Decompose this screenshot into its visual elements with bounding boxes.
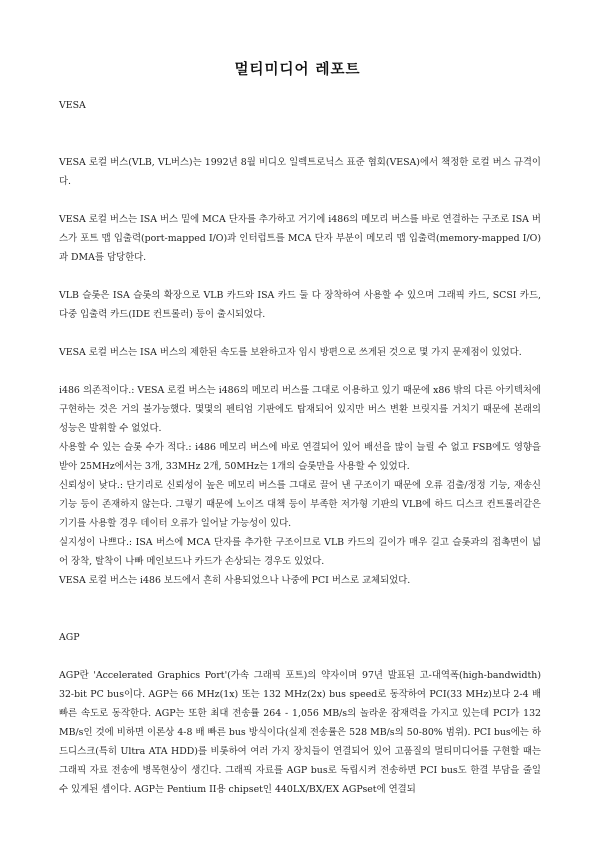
- vesa-issue-2: 사용할 수 있는 슬롯 수가 적다.: i486 메모리 버스에 바로 연결되어 있어 배선을 많이 늘릴 수 없고 FSB에도 영향을 받아 25MHz에서는 3개, 33MHz 2개, 50MHz는 1개의 슬롯만을 사용할 수 있었다.: [59, 442, 541, 472]
- vesa-issue-4: 실지성이 나쁘다.: ISA 버스에 MCA 단자를 추가한 구조이므로 VLB 카드의 길이가 매우 길고 슬롯과의 접촉면이 넓어 장착, 탈착이 나빠 메인보드나 카드가 손상되는 경우도 있었다.: [59, 537, 541, 567]
- vesa-paragraph-2: VESA 로컬 버스는 ISA 버스 밑에 MCA 단자를 추가하고 거기에 i486의 메모리 버스를 바로 연결하는 구조로 ISA 버스가 포트 맵 입출력(port-mapped I/O)과 인터럽트를 MCA 단자 부분이 메모리 맵 입출력(memory-mapped I/O)과 DMA를 담당한다.: [59, 214, 541, 263]
- vesa-paragraph-4: VESA 로컬 버스는 ISA 버스의 제한된 속도를 보완하고자 임시 방편으로 쓰게된 것으로 몇 가지 문제점이 있었다.: [59, 347, 522, 358]
- vesa-issue-1: i486 의존적이다.: VESA 로컬 버스는 i486의 메모리 버스를 그대로 이용하고 있기 때문에 x86 밖의 다른 아키텍처에 구현하는 것은 거의 불가능했다. 몇몇의 펜티엄 기판에도 탑재되어 있지만 버스 변환 브릿지를 거치기 때문에 본래의 성능은 발휘할 수 없었다.: [59, 385, 541, 434]
- agp-paragraph-1: AGP란 'Accelerated Graphics Port'(가속 그래픽 포트)의 약자이며 97년 발표된 고-대역폭(high-bandwidth) 32-bit PC bus이다. AGP는 66 MHz(1x) 또는 132 MHz(2x) bus speed로 동작하여 PCI(33 MHz)보다 2-4 배 빠른 속도로 동작한다. AGP는 또한 최대 전송률 264 - 1,056 MB/s의 놀라운 잠재력을 가지고 있는데 PCI가 132 MB/s인 것에 비하면 이론상 4-8 배 빠른 bus 방식이다(실제 전송률은 528 MB/s의 50-80% 범위). PCI bus에는 하드디스크(특히 Ultra ATA HDD)를 비롯하여 여러 가지 장치들이 연결되어 있어 고품질의 멀티미디어를 구현할 때는 그래픽 자료 전송에 병목현상이 생긴다. 그래픽 자료를 AGP bus로 독립시켜 전송하면 PCI bus도 한결 부담을 줄일 수 있게된 셈이다. AGP는 Pentium II용 chipset인 440LX/BX/EX AGPset에 연결되: [59, 670, 541, 795]
- vesa-paragraph-1: VESA 로컬 버스(VLB, VL버스)는 1992년 8월 비디오 일렉트로닉스 표준 협회(VESA)에서 책정한 로컬 버스 규격이다.: [59, 157, 541, 187]
- document-body: [59, 96, 541, 799]
- section-heading-vesa: VESA: [59, 100, 86, 111]
- section-heading-agp: AGP: [59, 632, 80, 643]
- vesa-issue-3: 신뢰성이 낮다.: 단기리로 신뢰성이 높은 메모리 버스를 그대로 끌어 낸 구조이기 때문에 오류 검출/정정 기능, 재송신 기능 등이 존재하지 않는다. 그렇기 때문에 노이즈 대책 등이 부족한 저가형 기판의 VLB에 하드 디스크 컨트롤러같은 기기를 사용할 경우 데이터 오류가 일어날 가능성이 있다.: [59, 480, 541, 529]
- document-title: 멀티미디어 레포트: [234, 62, 361, 78]
- vesa-paragraph-5: VESA 로컬 버스는 i486 보드에서 흔히 사용되었으나 나중에 PCI 버스로 교체되었다.: [59, 575, 411, 586]
- vesa-paragraph-3: VLB 슬롯은 ISA 슬롯의 확장으로 VLB 카드와 ISA 카드 둘 다 장착하여 사용할 수 있으며 그래픽 카드, SCSI 카드, 다중 입출력 카드(IDE 컨트롤러) 등이 출시되었다.: [59, 290, 541, 320]
